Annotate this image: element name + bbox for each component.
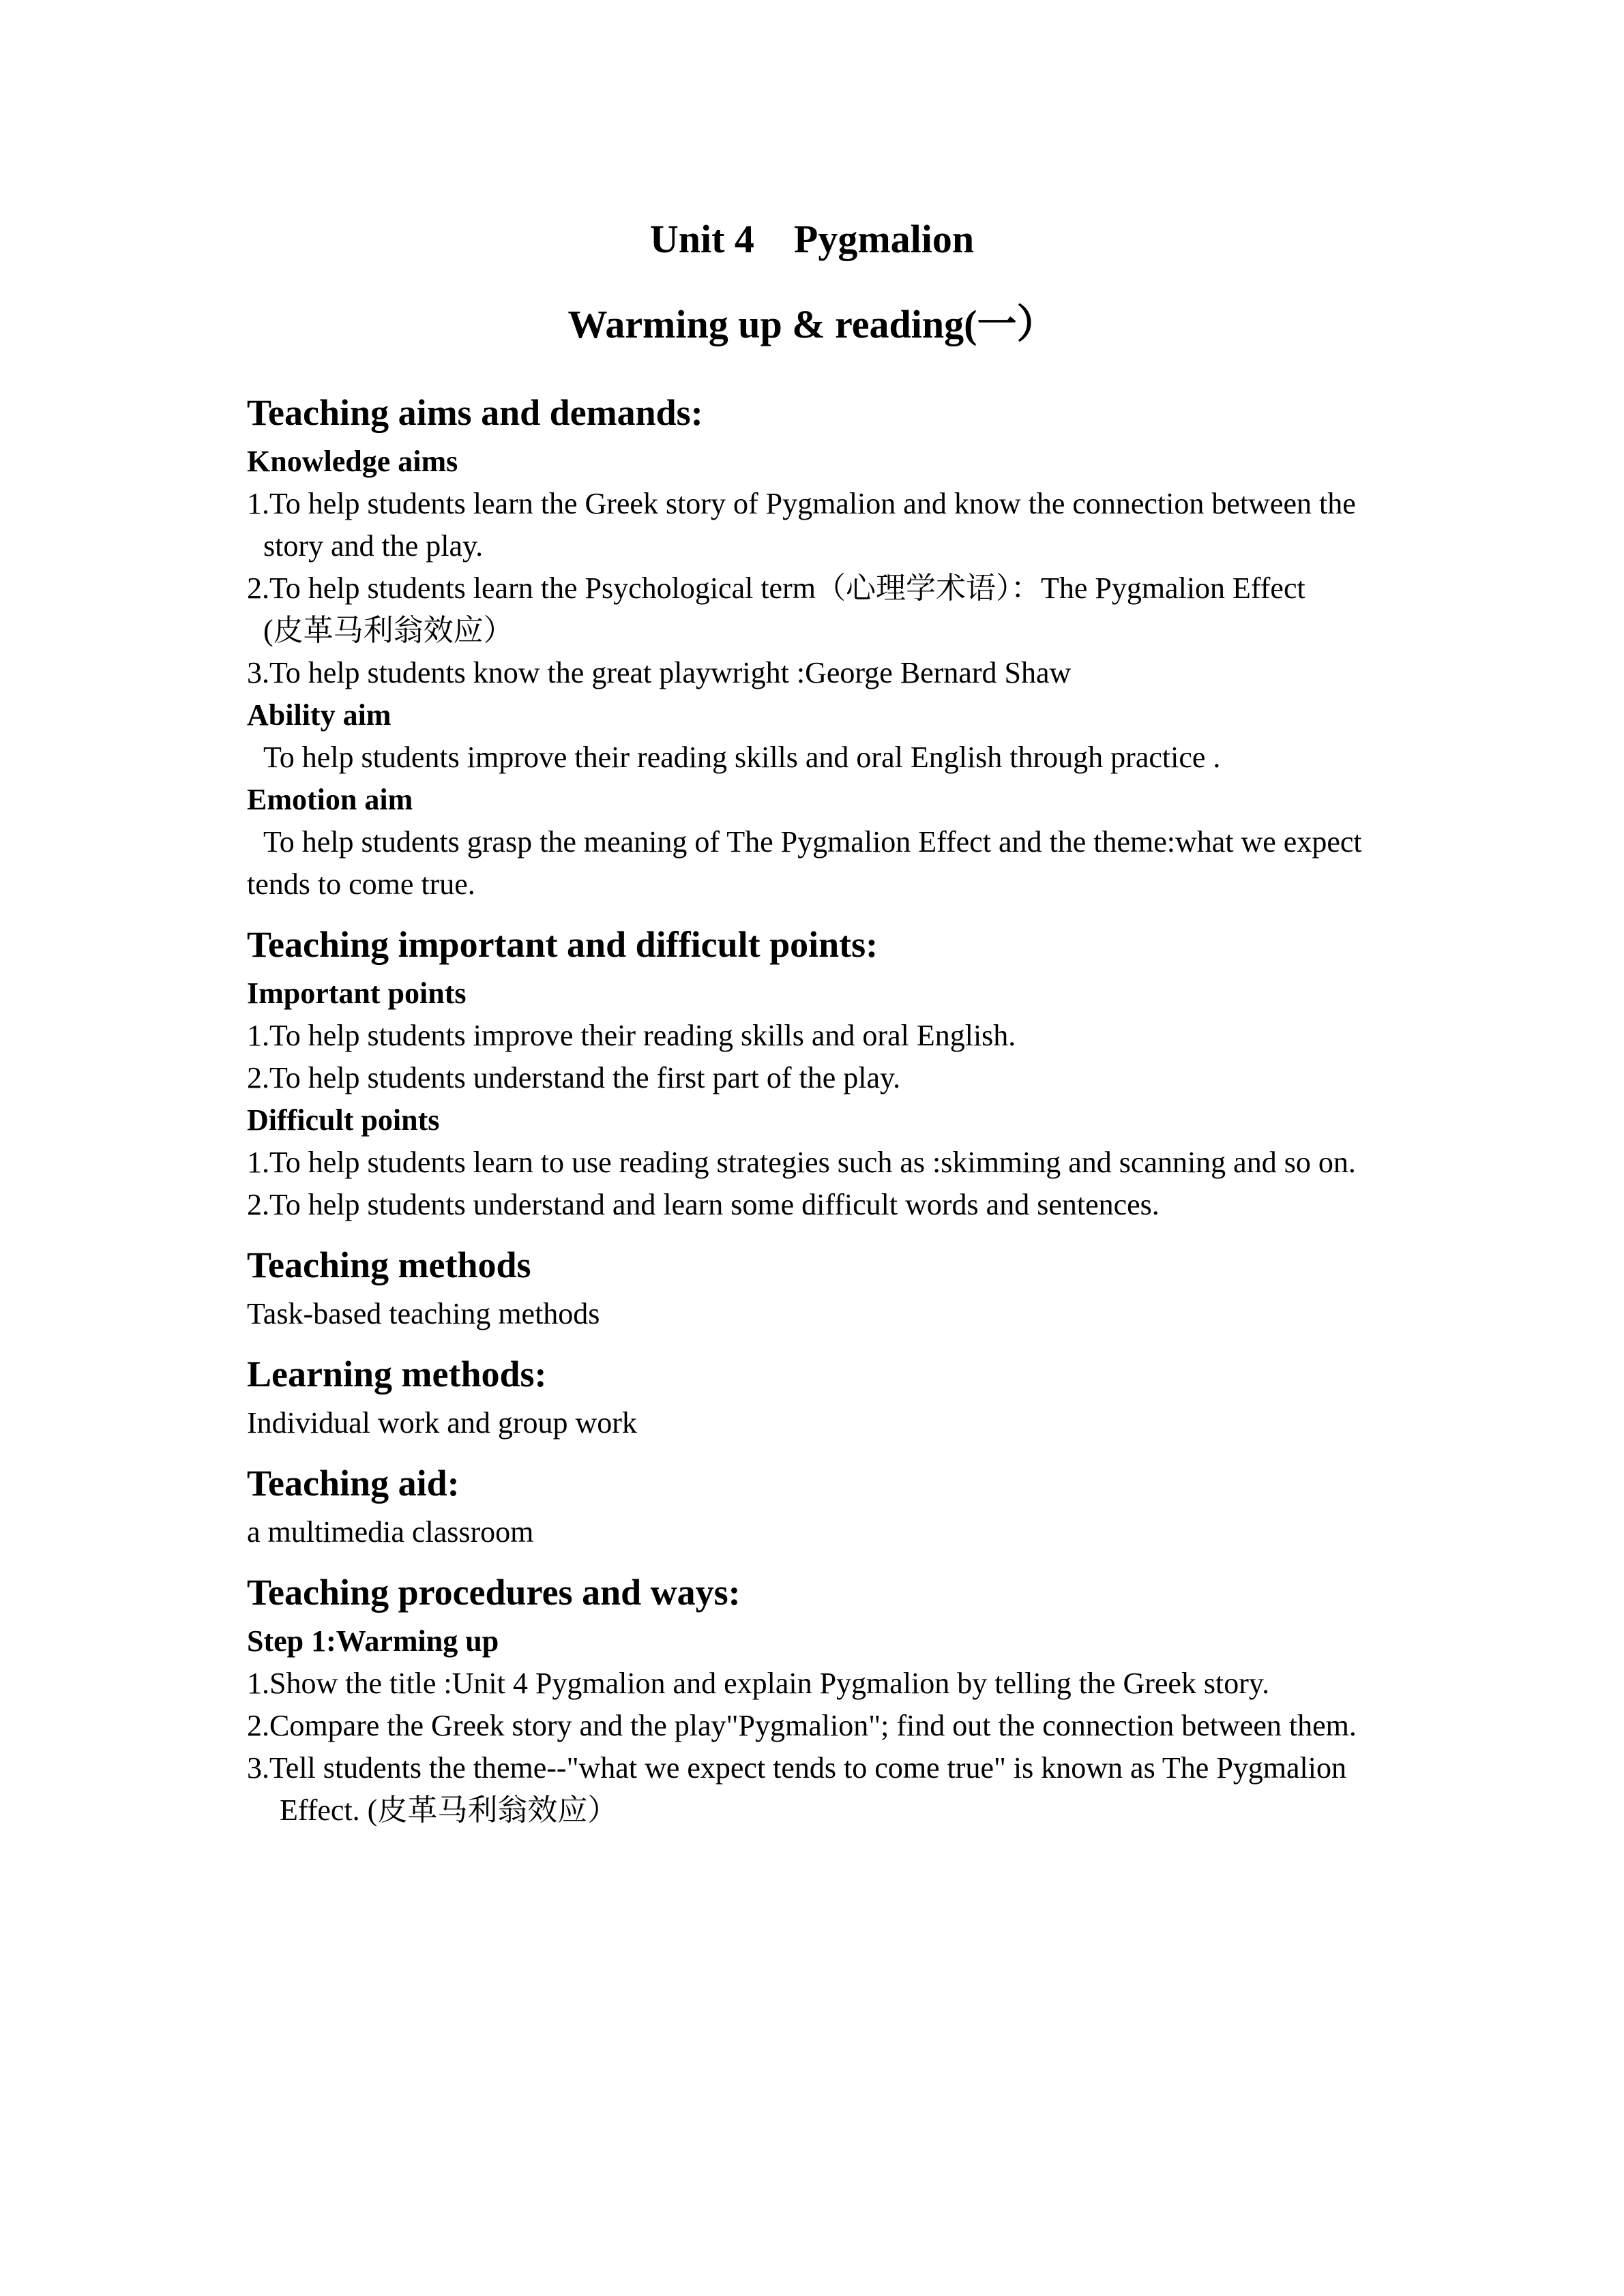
teaching-methods-text: Task-based teaching methods xyxy=(247,1297,600,1330)
step-1-label: Step 1:Warming up xyxy=(247,1624,499,1658)
knowledge-aim-item: 3.To help students know the great playwright :George Bernard Shaw xyxy=(247,656,1072,689)
step-1-item: 1.Show the title :Unit 4 Pygmalion and explain Pygmalion by telling the Greek story. xyxy=(247,1667,1270,1700)
knowledge-aim-item: 2.To help students learn the Psychological term（心理学术语）：The Pygmalion Effect xyxy=(247,571,1305,605)
difficult-point-item: 2.To help students understand and learn some difficult words and sentences. xyxy=(247,1188,1160,1221)
emotion-aim-label: Emotion aim xyxy=(247,783,413,816)
knowledge-aims-label: Knowledge aims xyxy=(247,445,458,478)
learning-methods-text: Individual work and group work xyxy=(247,1406,637,1440)
knowledge-aim-item: 1.To help students learn the Greek story of Pygmalion and know the connection between the story and the play. xyxy=(247,487,1356,563)
difficult-points-label: Difficult points xyxy=(247,1103,440,1137)
section-heading-points: Teaching important and difficult points: xyxy=(247,924,879,965)
teaching-aid-text: a multimedia classroom xyxy=(247,1515,534,1549)
knowledge-aim-item: (皮革马利翁效应） xyxy=(263,614,514,647)
step-1-item: 3.Tell students the theme--"what we expect tends to come true" is known as The Pygmalion Effect. (皮革马利翁效应） xyxy=(247,1751,1346,1827)
section-heading-procedures: Teaching procedures and ways: xyxy=(247,1572,741,1613)
difficult-point-item: 1.To help students learn to use reading strategies such as :skimming and scanning and so on. xyxy=(247,1146,1356,1179)
ability-aim-text: To help students improve their reading skills and oral English through practice . xyxy=(263,741,1221,774)
document-body xyxy=(247,391,1393,1832)
important-point-item: 1.To help students improve their reading skills and oral English. xyxy=(247,1019,1016,1052)
emotion-aim-text: To help students grasp the meaning of The Pygmalion Effect and the theme:what we expect tends to come true. xyxy=(247,825,1362,901)
document-title: Unit 4 Pygmalion xyxy=(649,217,975,261)
step-1-item: 2.Compare the Greek story and the play"Pygmalion"; find out the connection between them. xyxy=(247,1709,1357,1742)
ability-aim-label: Ability aim xyxy=(247,698,392,732)
section-heading-aims: Teaching aims and demands: xyxy=(247,392,703,433)
important-point-item: 2.To help students understand the first part of the play. xyxy=(247,1061,901,1094)
section-heading-learning-methods: Learning methods: xyxy=(247,1354,547,1395)
important-points-label: Important points xyxy=(247,976,467,1010)
section-heading-teaching-methods: Teaching methods xyxy=(247,1244,531,1285)
document-subtitle: Warming up & reading(一） xyxy=(567,302,1057,346)
section-heading-teaching-aid: Teaching aid: xyxy=(247,1463,460,1504)
